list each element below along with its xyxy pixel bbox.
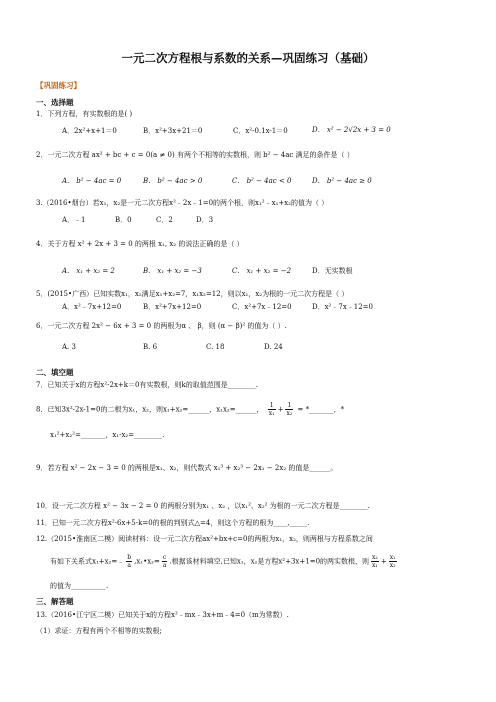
question-12-formula-line: 有如下关系式x₁+x₂=﹣ $\frac{b}{a}$ ,x₁•x₂= $\frac{c}{a}$ .根据该材料填空,已知x₁，x₂是方程x²+3x+1=0的两实数根，则 $\frac{\text{x₂}}{\text{x₁}}$ + $\frac{\text{x₁}}{\text{x₂}}$: [50, 554, 396, 569]
q8-frac2-num: 1: [287, 402, 292, 409]
question-13-part-1: （1）求证：方程有两个不相等的实数根;: [36, 627, 162, 635]
q5-option-c: C．x²+7x﹣12=0: [232, 303, 292, 311]
q8-frac1-den: x₁: [268, 410, 275, 417]
q5-option-d: D．x²﹣7x﹣12=0: [312, 303, 373, 311]
q2-option-d: D． b² − 4ac ≥ 0: [312, 177, 372, 185]
q12-fraction-x1-x2: [389, 554, 397, 569]
q2-option-a: A． b² − 4ac = 0: [62, 177, 122, 185]
question-13: 13.（2016•江宁区二模）已知关于x的方程x²﹣mx﹣3x+m﹣4=0（m为常数）.: [36, 611, 289, 619]
question-11: 11．已知一元二次方程x²-6x+5-k=0的根的判别式△=4，则这个方程的根为____,_____.: [36, 519, 310, 527]
section-heading-choice: 一、选择题: [36, 98, 74, 107]
q4-option-d: D．无实数根: [312, 267, 353, 275]
q4-option-b: B． x₁ + x₂ = −3: [143, 267, 202, 275]
q5-option-a: A．x²﹣7x+12=0: [62, 303, 122, 311]
q5-option-b: B．x²+7x+12=0: [143, 303, 202, 311]
q3-option-b: B．0: [115, 216, 132, 224]
q12-text-mid: ,x₁•x₂=: [134, 557, 160, 566]
q2-option-b: B． b² − 4ac > 0: [143, 177, 203, 185]
q6-option-c: C. 18: [206, 343, 225, 351]
q12-fraction-x2-x1: [371, 554, 379, 569]
question-12-cont: 的值为__________.: [50, 582, 109, 590]
question-3: 3.（2016•烟台）若x₁，x₂是一元二次方程x²﹣2x﹣1=0的两个根，则x₁²﹣x₁+x₂的值为（ ）: [36, 199, 329, 207]
q4-option-a: A． x₁ + x₂ = 2: [62, 267, 115, 275]
q3-option-a: A．﹣1: [62, 216, 86, 224]
q12-frac3-num: x₂: [372, 554, 378, 561]
q6-option-a: A. 3: [62, 343, 76, 351]
q3-option-c: C．2: [156, 216, 173, 224]
section-tag: 【巩固练习】: [36, 81, 81, 90]
q1-option-d: D． x² − 2√2x + 3 = 0: [312, 126, 391, 134]
question-9: 9．若方程 x² − 2x − 3 = 0 的两根是x₁、x₂，则代数式 x₁³ + x₂³ − 2x₁ − 2x₂ 的值是______。: [36, 464, 338, 472]
q8-text-b: = *_______，*: [297, 405, 345, 414]
q8-text-a: 8．已知3x²-2x-1=0的二根为x₁，x₂，则x₁+x₂=______，x₁x₂=______，: [36, 405, 264, 414]
q3-option-d: D．3: [196, 216, 214, 224]
q12-frac1-den: a: [127, 562, 131, 569]
q4-option-c: C． x₁ + x₂ = −2: [232, 267, 292, 275]
q8-fraction-1: [268, 402, 276, 417]
section-heading-solve: 三、解答题: [36, 597, 74, 606]
question-6: 6．一元二次方程 2x² − 6x + 3 = 0 的两根为α 、 β，则 (α − β)² 的值为（ ）.: [36, 322, 287, 330]
q8-frac2-den: x₂: [286, 410, 293, 417]
question-10: 10．设一元二次方程 x² − 3x − 2 = 0 的两根分别为x₁ 、x₂ ，以x₁²、x₂² 为根的一元二次方程是________.: [36, 502, 370, 510]
q8-frac1-num: 1: [269, 402, 274, 409]
q1-option-c: C．x²-0.1x-1＝0: [233, 127, 288, 135]
q6-option-d: D. 24: [264, 343, 283, 351]
question-1: 1．下列方程，有实数根的是( ): [36, 110, 133, 118]
page-title: 一元二次方程根与系数的关系—巩固练习（基础）: [121, 51, 375, 65]
q12-text-pre: 有如下关系式x₁+x₂=﹣: [50, 557, 125, 566]
q12-frac1-num: b: [127, 554, 132, 561]
q6-option-b: B. 6: [143, 343, 158, 351]
question-7: 7．已知关于x的方程x²-2x+k＝0有实数根，则k的取值范围是________.: [36, 381, 258, 389]
question-5: 5．(2015•广西）已知实数x₁，x₂满足x₁+x₂=7，x₁x₂=12，则以x₁，x₂为根的一元二次方程是（ ）: [36, 290, 349, 298]
q1-option-a: A．2x²+x+1＝0: [62, 127, 117, 135]
q2-option-c: C． b² − 4ac < 0: [232, 177, 292, 185]
question-8: 8．已知3x²-2x-1=0的二根为x₁，x₂，则x₁+x₂=______，x₁x₂=______， $\frac{1}{\text{x₁}}$ + $\frac{1}{\text{x₂}}$ = *_______，*: [36, 402, 345, 417]
question-2: 2．一元二次方程 ax² + bc + c = 0(a ≠ 0) 有两个不相等的实数根，则 b² − 4ac 满足的条件是（ ）: [36, 151, 354, 159]
q8-fraction-2: [285, 402, 293, 417]
q12-frac4-num: x₁: [389, 554, 396, 561]
q12-frac4-den: x₂: [389, 562, 396, 569]
q12-fraction-b-a: [126, 554, 132, 569]
q1-option-b: B．x²+3x+21＝0: [143, 127, 203, 135]
q12-text-post: .根据该材料填空,已知x₁，x₂是方程x²+3x+1=0的两实数根，则: [169, 557, 370, 566]
q12-frac3-den: x₁: [372, 562, 378, 569]
q12-frac2-num: c: [162, 554, 167, 561]
question-4: 4．关于方程 x² + 2x + 3 = 0 的两根 x₁, x₂ 的说法正确的是（ ）: [36, 240, 244, 248]
section-heading-fill: 二、填空题: [36, 368, 74, 377]
q12-frac2-den: a: [162, 562, 167, 569]
q12-fraction-c-a: [162, 554, 168, 569]
question-12: 12.（2015•淮南区二模）阅读材料：设一元二次方程ax²+bx+c=0的两根为x₁，x₂，则两根与方程系数之间: [36, 535, 373, 543]
question-8-cont: x₁²+x₂²=_______，x₁-x₂=________.: [50, 431, 165, 439]
